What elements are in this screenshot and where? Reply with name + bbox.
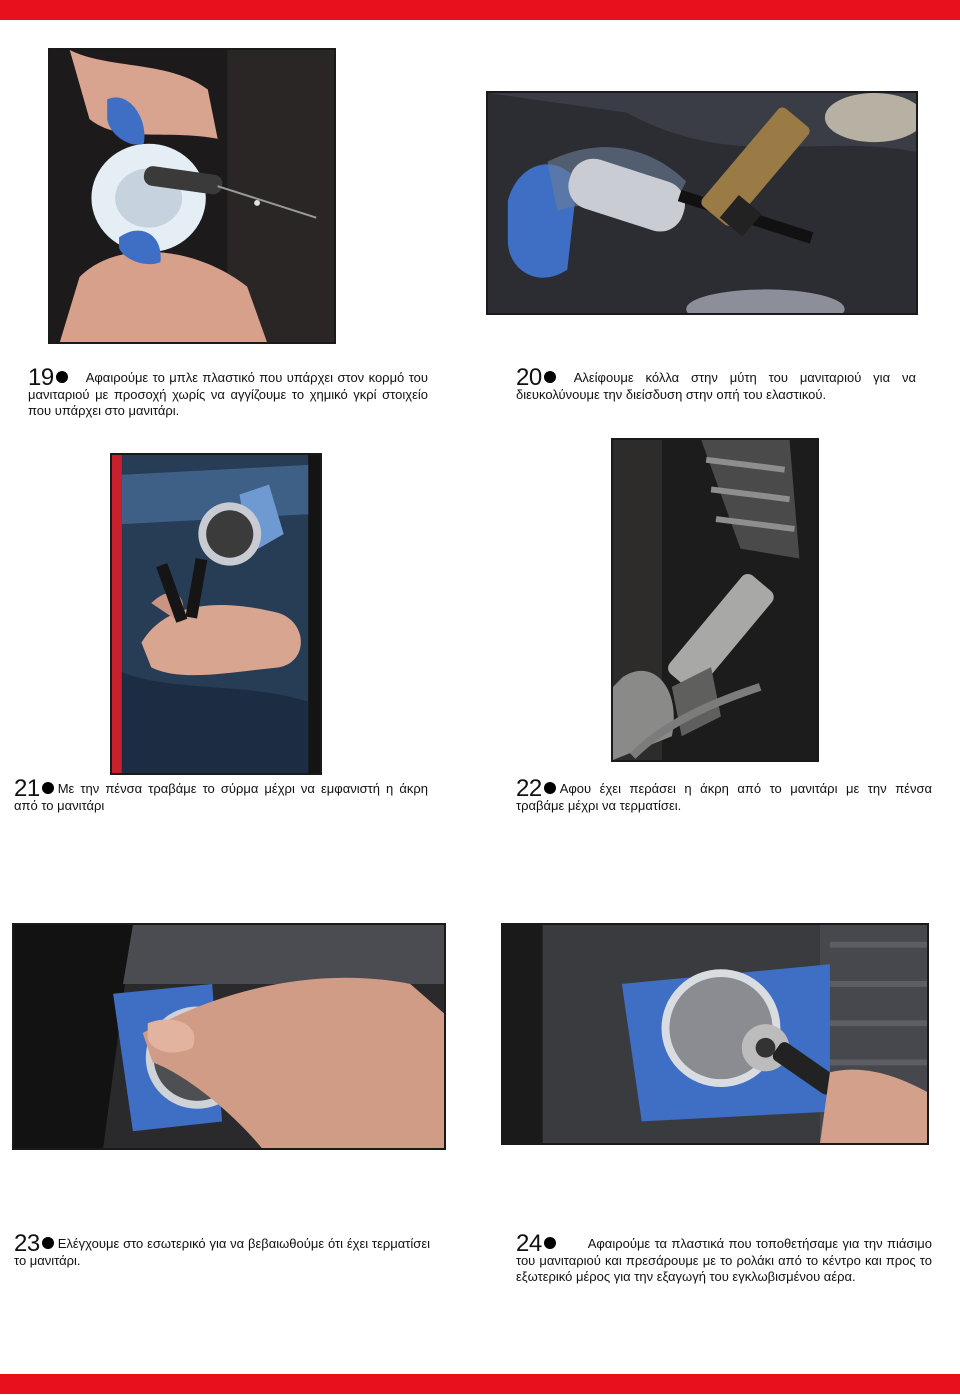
step-number: 22	[516, 775, 542, 802]
caption-step-21	[14, 775, 428, 814]
step-number: 19	[28, 364, 54, 391]
step-number: 20	[516, 364, 542, 391]
step-number: 24	[516, 1230, 542, 1257]
photo-step-21	[110, 453, 322, 775]
caption-step-22	[516, 775, 932, 814]
bullet-icon	[544, 1237, 556, 1249]
photo-step-20	[486, 91, 918, 315]
step-text: Ελέγχουμε στο εσωτερικό για να βεβαιωθούμε ότι έχει τερματίσει το μανιτάρι.	[14, 1236, 430, 1268]
bullet-icon	[544, 782, 556, 794]
step-text: Αλείφουμε κόλλα στην μύτη του μανιταριού για να διευκολύνουμε την διείσδυση στην οπή του ελαστικού.	[516, 370, 916, 402]
bullet-icon	[56, 371, 68, 383]
caption-step-20	[516, 364, 916, 403]
top-red-bar	[0, 0, 960, 20]
step-text: Αφαιρούμε το μπλε πλαστικό που υπάρχει στον κορμό του μανιταριού με προσοχή χωρίς να αγγίζουμε το χημικό γκρί στοιχείο που υπάρχει στο μανιτάρι.	[28, 370, 428, 418]
bullet-icon	[544, 371, 556, 383]
photo-step-22	[611, 438, 819, 762]
bullet-icon	[42, 782, 54, 794]
bullet-icon	[42, 1237, 54, 1249]
photo-step-23	[12, 923, 446, 1150]
step-number: 23	[14, 1230, 40, 1257]
photo-step-24	[501, 923, 929, 1145]
step-number: 21	[14, 775, 40, 802]
caption-step-23	[14, 1230, 430, 1269]
bottom-red-bar	[0, 1374, 960, 1394]
caption-step-24	[516, 1230, 932, 1286]
step-text: Αφαιρούμε τα πλαστικά που τοποθετήσαμε για την πιάσιμο του μανιταριού και πρεσάρουμε με το ρολάκι από το κέντρο και προς το εξωτερικό μέρος για την εξαγωγή του εγκλωβισμένου αέρα.	[516, 1236, 932, 1284]
caption-step-19	[28, 364, 428, 420]
step-text: Αφου έχει περάσει η άκρη από το μανιτάρι με την πένσα τραβάμε μέχρι να τερματίσει.	[516, 781, 932, 813]
step-text: Με την πένσα τραβάμε το σύρμα μέχρι να εμφανιστή η άκρη από το μανιτάρι	[14, 781, 428, 813]
photo-step-19	[48, 48, 336, 344]
